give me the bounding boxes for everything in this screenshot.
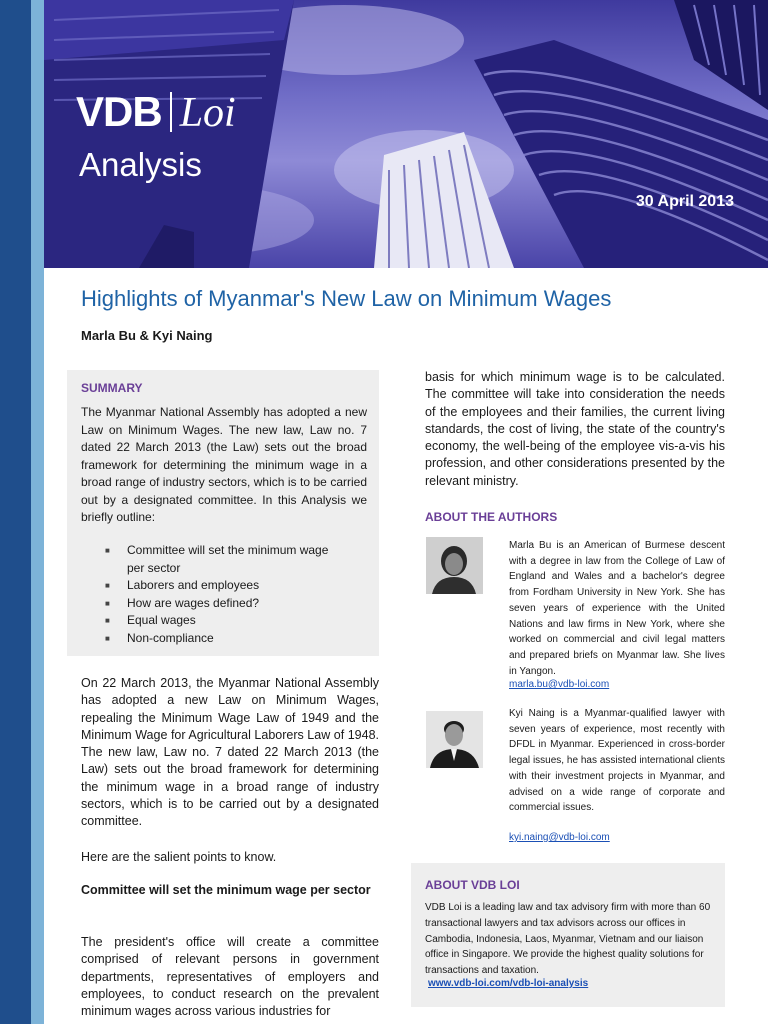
- author-photo-kyi-naing: [426, 711, 483, 768]
- publication-label: Analysis: [79, 146, 202, 183]
- left-accent-bar: [0, 0, 31, 1024]
- square-bullet-icon: ■: [105, 581, 110, 590]
- author-photo-marla-bu: [426, 537, 483, 594]
- list-item: [105, 542, 345, 577]
- logo-separator: [170, 92, 172, 132]
- author-bio: Kyi Naing is a Myanmar-qualified lawyer with seven years of experience, most recently with DFDL in Myanmar. Experienced in cross-border legal issues, he has assisted international clients with their investment projects in Myanmar, and advised on a wide range of corporate and commercial issues.: [509, 708, 725, 814]
- about-vdb-heading: ABOUT VDB LOI: [425, 878, 520, 892]
- list-item: [105, 595, 345, 613]
- summary-box: [67, 370, 379, 656]
- author-email-link[interactable]: kyi.naing@vdb-loi.com: [509, 832, 610, 843]
- list-item: [105, 577, 345, 595]
- body-paragraph: Here are the salient points to know.: [81, 850, 277, 864]
- list-item-text: Committee will set the minimum wage per sector: [127, 543, 329, 575]
- list-item-text: How are wages defined?: [127, 595, 260, 610]
- summary-text: The Myanmar National Assembly has adopted a new Law on Minimum Wages. The new law, Law no. 7 dated 22 March 2013 (the Law) sets out the broad framework for determining the minimum wage in a broad range of industry sectors, which is to be carried out by a designated committee. In this Analysis we briefly outline:: [81, 405, 367, 524]
- body-paragraph: On 22 March 2013, the Myanmar National Assembly has adopted a new Law on Minimum Wages, repealing the Minimum Wage Law of 1949 and the Minimum Wage for Agricultural Laborers Law of 1948. The new law, Law no. 7 dated 22 March 2013 (the Law) sets out the broad framework for determining the minimum wage in a broad range of industry sectors, which is to be carried out by a designated committee.: [81, 676, 379, 829]
- list-item-text: Non-compliance: [127, 630, 214, 645]
- author-byline: Marla Bu & Kyi Naing: [81, 328, 213, 343]
- list-item-text: Laborers and employees: [127, 578, 260, 592]
- square-bullet-icon: ■: [105, 616, 110, 625]
- body-paragraph-continued: basis for which minimum wage is to be calculated. The committee will take into consideration the needs of the employees and their families, the current living standards, the cost of living, the state of the country's economy, the well-being of the employee vis-a-vis his profession, and other considerations presented by the relevant ministry.: [425, 370, 725, 488]
- summary-list: [105, 542, 345, 647]
- left-accent-bar-light: [31, 0, 44, 1024]
- square-bullet-icon: ■: [105, 546, 110, 555]
- logo-main-text: VDB: [76, 88, 162, 135]
- list-item: [105, 612, 345, 630]
- vdb-loi-logo: [76, 88, 236, 137]
- list-item-text: Equal wages: [127, 613, 196, 627]
- about-authors-heading: ABOUT THE AUTHORS: [425, 510, 558, 524]
- author-bio: Marla Bu is an American of Burmese descent with a degree in law from the College of Law of England and Wales and a bachelor's degree from Fordham University in New York. She has seven years of experience with the United Nations and law firms in New York, where she worked on commercial and civil legal matters and prepared briefs on Myanmar law. She lives in Yangon.: [509, 540, 725, 677]
- list-item: [105, 630, 345, 648]
- vdb-analysis-link[interactable]: www.vdb-loi.com/vdb-loi-analysis: [428, 978, 589, 989]
- document-title: Highlights of Myanmar's New Law on Minimum Wages: [81, 286, 612, 311]
- logo-sub-text: Loi: [179, 90, 236, 136]
- about-vdb-text: VDB Loi is a leading law and tax advisory firm with more than 60 transactional lawyers and tax advisors across our offices in Cambodia, Indonesia, Laos, Myanmar, Vietnam and our liaison office in Singapore. We provide the highest quality solutions for transactions and taxation.: [425, 902, 711, 977]
- publication-date: 30 April 2013: [635, 193, 734, 210]
- square-bullet-icon: ■: [105, 598, 110, 608]
- square-bullet-icon: ■: [105, 633, 110, 643]
- body-paragraph: The president's office will create a committee comprised of relevant persons in government departments, representatives of employers and employees, to conduct research on the prevalent minimum wages across various industries for: [81, 935, 379, 1019]
- author-email-link[interactable]: marla.bu@vdb-loi.com: [509, 679, 610, 690]
- about-vdb-box: [411, 863, 725, 1007]
- summary-heading: SUMMARY: [81, 381, 143, 395]
- section-subheading: Committee will set the minimum wage per sector: [81, 883, 371, 897]
